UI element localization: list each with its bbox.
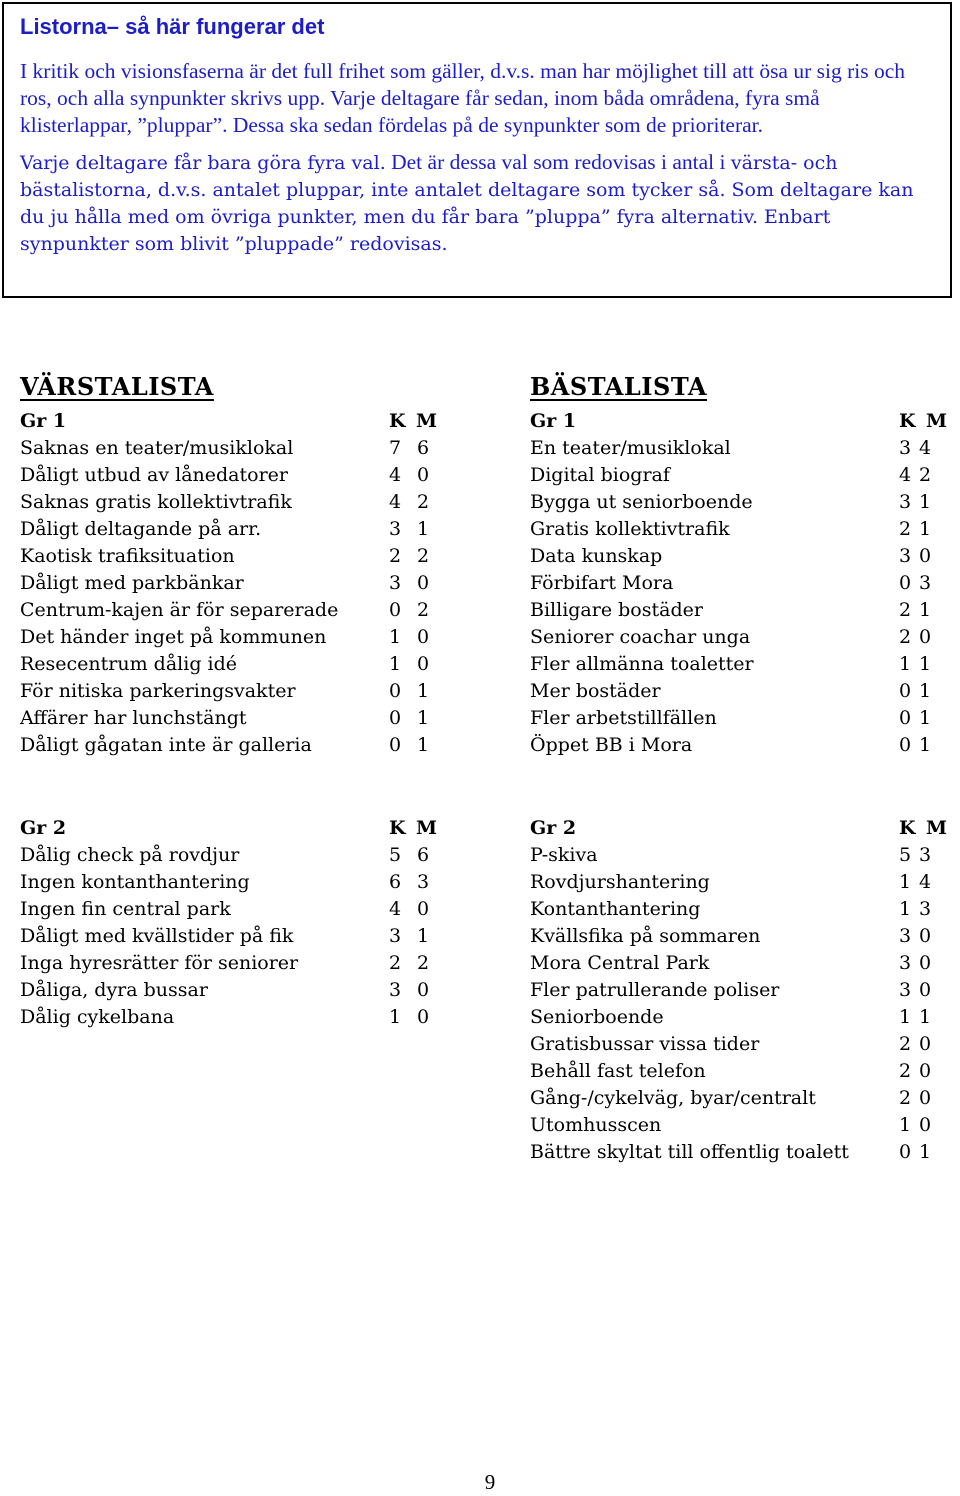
item-label: Behåll fast telefon bbox=[530, 1060, 706, 1082]
item-k-count: 3 bbox=[899, 491, 912, 513]
item-k-count: 3 bbox=[899, 952, 912, 974]
item-k-count: 1 bbox=[899, 871, 912, 893]
item-k-count: 1 bbox=[899, 1114, 912, 1136]
item-k-count: 2 bbox=[389, 545, 402, 567]
item-label: Saknas en teater/musiklokal bbox=[20, 437, 294, 459]
info-paragraph-2-part-a: Varje deltagare får bara göra fyra val. bbox=[20, 152, 386, 174]
item-m-count: 0 bbox=[417, 979, 430, 1001]
item-m-count: 0 bbox=[417, 1006, 430, 1028]
item-m-count: 1 bbox=[417, 680, 430, 702]
item-label: Gratisbussar vissa tider bbox=[530, 1033, 760, 1055]
column-m-header: M bbox=[416, 410, 438, 432]
item-label: Gång-/cykelväg, byar/centralt bbox=[530, 1087, 816, 1109]
item-m-count: 0 bbox=[919, 626, 932, 648]
item-m-count: 1 bbox=[417, 925, 430, 947]
item-label: Fler arbetstillfällen bbox=[530, 707, 717, 729]
item-label: Öppet BB i Mora bbox=[530, 734, 693, 756]
item-k-count: 3 bbox=[389, 518, 402, 540]
item-m-count: 1 bbox=[417, 734, 430, 756]
item-m-count: 1 bbox=[919, 707, 932, 729]
item-k-count: 0 bbox=[899, 680, 912, 702]
item-label: Inga hyresrätter för seniorer bbox=[20, 952, 299, 974]
item-m-count: 1 bbox=[919, 1141, 932, 1163]
item-m-count: 3 bbox=[919, 844, 932, 866]
item-m-count: 0 bbox=[919, 979, 932, 1001]
item-m-count: 1 bbox=[417, 707, 430, 729]
item-label: Mora Central Park bbox=[530, 952, 710, 974]
item-m-count: 2 bbox=[417, 952, 430, 974]
item-m-count: 6 bbox=[417, 437, 430, 459]
column-m-header: M bbox=[926, 817, 948, 839]
item-label: Seniorboende bbox=[530, 1006, 664, 1028]
item-label: Kaotisk trafiksituation bbox=[20, 545, 235, 567]
item-k-count: 3 bbox=[389, 925, 402, 947]
item-k-count: 5 bbox=[899, 844, 912, 866]
item-label: Dåligt deltagande på arr. bbox=[20, 518, 262, 540]
item-m-count: 1 bbox=[919, 491, 932, 513]
item-m-count: 2 bbox=[417, 599, 430, 621]
item-k-count: 5 bbox=[389, 844, 402, 866]
item-label: Seniorer coachar unga bbox=[530, 626, 751, 648]
item-k-count: 3 bbox=[389, 979, 402, 1001]
item-k-count: 3 bbox=[899, 979, 912, 1001]
column-m-header: M bbox=[416, 817, 438, 839]
item-k-count: 2 bbox=[899, 626, 912, 648]
item-k-count: 2 bbox=[389, 952, 402, 974]
item-k-count: 4 bbox=[899, 464, 912, 486]
item-m-count: 2 bbox=[919, 464, 932, 486]
item-k-count: 2 bbox=[899, 1060, 912, 1082]
item-k-count: 7 bbox=[389, 437, 402, 459]
item-label: Bättre skyltat till offentlig toalett bbox=[530, 1141, 849, 1163]
item-label: Det händer inget på kommunen bbox=[20, 626, 327, 648]
item-k-count: 0 bbox=[899, 734, 912, 756]
item-k-count: 2 bbox=[899, 1087, 912, 1109]
item-label: Data kunskap bbox=[530, 545, 663, 567]
info-title: Listorna– så här fungerar det bbox=[20, 14, 325, 39]
item-label: Billigare bostäder bbox=[530, 599, 703, 621]
group-label: Gr 2 bbox=[530, 817, 577, 839]
item-label: Ingen fin central park bbox=[20, 898, 231, 920]
item-k-count: 3 bbox=[389, 572, 402, 594]
item-m-count: 1 bbox=[919, 680, 932, 702]
item-m-count: 6 bbox=[417, 844, 430, 866]
column-k-header: K bbox=[899, 817, 916, 839]
item-label: Kontanthantering bbox=[530, 898, 701, 920]
item-m-count: 0 bbox=[919, 925, 932, 947]
item-k-count: 1 bbox=[899, 898, 912, 920]
item-k-count: 1 bbox=[899, 653, 912, 675]
item-k-count: 0 bbox=[389, 707, 402, 729]
item-m-count: 4 bbox=[919, 871, 932, 893]
item-k-count: 3 bbox=[899, 437, 912, 459]
item-m-count: 0 bbox=[417, 898, 430, 920]
item-m-count: 0 bbox=[919, 1033, 932, 1055]
item-label: Dålig cykelbana bbox=[20, 1006, 175, 1028]
group-label: Gr 2 bbox=[20, 817, 67, 839]
item-k-count: 2 bbox=[899, 518, 912, 540]
item-m-count: 0 bbox=[417, 464, 430, 486]
group-label: Gr 1 bbox=[530, 410, 577, 432]
item-k-count: 2 bbox=[899, 1033, 912, 1055]
item-m-count: 0 bbox=[919, 1087, 932, 1109]
item-k-count: 4 bbox=[389, 491, 402, 513]
item-label: Fler patrullerande poliser bbox=[530, 979, 780, 1001]
item-m-count: 2 bbox=[417, 545, 430, 567]
group-label: Gr 1 bbox=[20, 410, 67, 432]
item-label: Dåligt med kvällstider på fik bbox=[20, 925, 294, 947]
item-k-count: 3 bbox=[899, 925, 912, 947]
column-k-header: K bbox=[899, 410, 916, 432]
item-m-count: 0 bbox=[919, 1114, 932, 1136]
item-k-count: 0 bbox=[389, 599, 402, 621]
info-paragraph-2-part-c: värsta- och bästalistorna, d.v.s. antalet pluppar, inte antalet deltagare som tycker så. Som deltagare kan du ju hålla med om övriga punkter, men du får bara ”pluppa” fyra alternativ. Enbart synpunkter som blivit ”pluppade” redovisas. bbox=[20, 152, 914, 255]
info-paragraph-1: I kritik och visionsfaserna är det full frihet som gäller, d.v.s. man har möjlighet till att ösa ur sig ris och ros, och alla synpunkter skrivs upp. Varje deltagare får sedan, inom båda områdena, fyra små klisterlappar, ”pluppar”. Dessa ska sedan fördelas på de synpunkter som de prioriterar. bbox=[20, 59, 906, 137]
item-label: Rovdjurshantering bbox=[530, 871, 710, 893]
item-m-count: 0 bbox=[919, 952, 932, 974]
column-m-header: M bbox=[926, 410, 948, 432]
item-m-count: 1 bbox=[417, 518, 430, 540]
best-list-heading: BÄSTALISTA bbox=[530, 372, 708, 401]
item-k-count: 4 bbox=[389, 464, 402, 486]
item-m-count: 1 bbox=[919, 518, 932, 540]
item-k-count: 4 bbox=[389, 898, 402, 920]
item-label: P-skiva bbox=[530, 844, 598, 866]
item-k-count: 0 bbox=[899, 1141, 912, 1163]
item-label: Utomhusscen bbox=[530, 1114, 662, 1136]
item-k-count: 0 bbox=[389, 680, 402, 702]
item-label: Fler allmänna toaletter bbox=[530, 653, 754, 675]
item-label: Dåligt gågatan inte är galleria bbox=[20, 734, 312, 756]
info-box bbox=[2, 2, 952, 298]
item-label: Mer bostäder bbox=[530, 680, 661, 702]
item-k-count: 1 bbox=[899, 1006, 912, 1028]
page-number: 9 bbox=[484, 1470, 496, 1494]
item-label: Dåligt med parkbänkar bbox=[20, 572, 244, 594]
item-m-count: 2 bbox=[417, 491, 430, 513]
item-m-count: 0 bbox=[417, 626, 430, 648]
item-m-count: 1 bbox=[919, 599, 932, 621]
column-k-header: K bbox=[389, 817, 406, 839]
item-m-count: 0 bbox=[417, 653, 430, 675]
item-k-count: 0 bbox=[389, 734, 402, 756]
info-paragraph-2-part-b: Det är dessa val som redovisas i antal i bbox=[385, 150, 731, 174]
item-k-count: 2 bbox=[899, 599, 912, 621]
item-label: Centrum-kajen är för separerade bbox=[20, 599, 339, 621]
worst-list-heading: VÄRSTALISTA bbox=[20, 372, 214, 401]
item-k-count: 1 bbox=[389, 1006, 402, 1028]
item-label: Saknas gratis kollektivtrafik bbox=[20, 491, 292, 513]
item-k-count: 3 bbox=[899, 545, 912, 567]
item-m-count: 3 bbox=[919, 572, 932, 594]
item-m-count: 1 bbox=[919, 653, 932, 675]
item-label: Affärer har lunchstängt bbox=[20, 707, 247, 729]
item-label: Kvällsfika på sommaren bbox=[530, 925, 761, 947]
item-label: Förbifart Mora bbox=[530, 572, 674, 594]
item-m-count: 0 bbox=[919, 545, 932, 567]
item-label: Bygga ut seniorboende bbox=[530, 491, 753, 513]
item-k-count: 0 bbox=[899, 572, 912, 594]
item-label: Dålig check på rovdjur bbox=[20, 844, 240, 866]
info-paragraph-2 bbox=[20, 149, 934, 258]
item-m-count: 1 bbox=[919, 1006, 932, 1028]
item-label: Digital biograf bbox=[530, 464, 670, 486]
item-m-count: 4 bbox=[919, 437, 932, 459]
item-label: Resecentrum dålig idé bbox=[20, 653, 238, 675]
item-k-count: 1 bbox=[389, 653, 402, 675]
item-m-count: 1 bbox=[919, 734, 932, 756]
column-k-header: K bbox=[389, 410, 406, 432]
item-k-count: 1 bbox=[389, 626, 402, 648]
item-k-count: 6 bbox=[389, 871, 402, 893]
item-m-count: 0 bbox=[919, 1060, 932, 1082]
item-label: Dåliga, dyra bussar bbox=[20, 979, 208, 1001]
item-label: En teater/musiklokal bbox=[530, 437, 731, 459]
item-k-count: 0 bbox=[899, 707, 912, 729]
item-label: Ingen kontanthantering bbox=[20, 871, 250, 893]
item-label: Gratis kollektivtrafik bbox=[530, 518, 730, 540]
item-m-count: 3 bbox=[919, 898, 932, 920]
item-label: För nitiska parkeringsvakter bbox=[20, 680, 296, 702]
item-m-count: 0 bbox=[417, 572, 430, 594]
item-label: Dåligt utbud av lånedatorer bbox=[20, 464, 288, 486]
item-m-count: 3 bbox=[417, 871, 430, 893]
